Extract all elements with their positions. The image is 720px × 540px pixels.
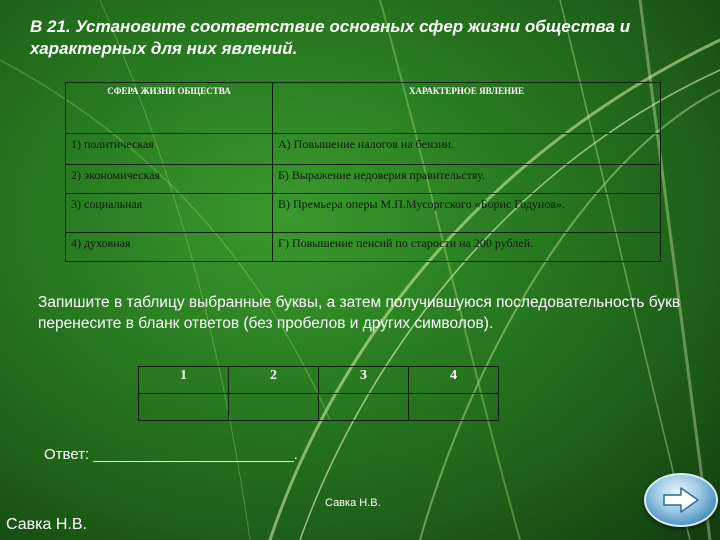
matching-table xyxy=(65,82,661,262)
answer-table xyxy=(138,366,499,421)
author-center: Савка Н.В. xyxy=(325,497,381,509)
sphere-cell: 4) духовная xyxy=(66,233,273,262)
phenomenon-cell: Б) Выражение недоверия правительству. xyxy=(273,165,661,194)
answer-letter-cell[interactable] xyxy=(319,394,409,421)
author-left: Савка Н.В. xyxy=(6,516,87,533)
answer-number: 4 xyxy=(409,367,499,394)
phenomenon-cell: Г) Повышение пенсий по старости на 200 рублей. xyxy=(273,233,661,262)
answer-letter-cell[interactable] xyxy=(229,394,319,421)
sphere-cell: 1) политическая xyxy=(66,134,273,165)
table-row xyxy=(66,134,661,165)
arrow-right-icon xyxy=(661,485,701,515)
answer-label: Ответ: ________________________. xyxy=(44,446,298,463)
table-row xyxy=(66,194,661,233)
answer-letter-cell[interactable] xyxy=(409,394,499,421)
answer-number-row xyxy=(139,367,499,394)
table-header-row xyxy=(66,83,661,134)
phenomenon-cell: В) Премьера оперы М.П.Мусоргского «Борис Годунов». xyxy=(273,194,661,233)
phenomenon-cell: А) Повышение налогов на бензин. xyxy=(273,134,661,165)
next-slide-button[interactable] xyxy=(644,473,718,527)
task-title: В 21. Установите соответствие основных сфер жизни общества и характерных для них явлений. xyxy=(30,17,631,58)
instruction-text: Запишите в таблицу выбранные буквы, а затем получившуюся последовательность букв перенесите в бланк ответов (без пробелов и других символов). xyxy=(38,294,681,332)
answer-number: 3 xyxy=(319,367,409,394)
sphere-cell: 3) социальная xyxy=(66,194,273,233)
table-row xyxy=(66,233,661,262)
answer-number: 1 xyxy=(139,367,229,394)
header-phenomenon: ХАРАКТЕРНОЕ ЯВЛЕНИЕ xyxy=(273,83,661,134)
answer-letter-cell[interactable] xyxy=(139,394,229,421)
answer-letter-row xyxy=(139,394,499,421)
header-sphere: СФЕРА ЖИЗНИ ОБЩЕСТВА xyxy=(66,83,273,134)
sphere-cell: 2) экономическая xyxy=(66,165,273,194)
table-row xyxy=(66,165,661,194)
answer-number: 2 xyxy=(229,367,319,394)
